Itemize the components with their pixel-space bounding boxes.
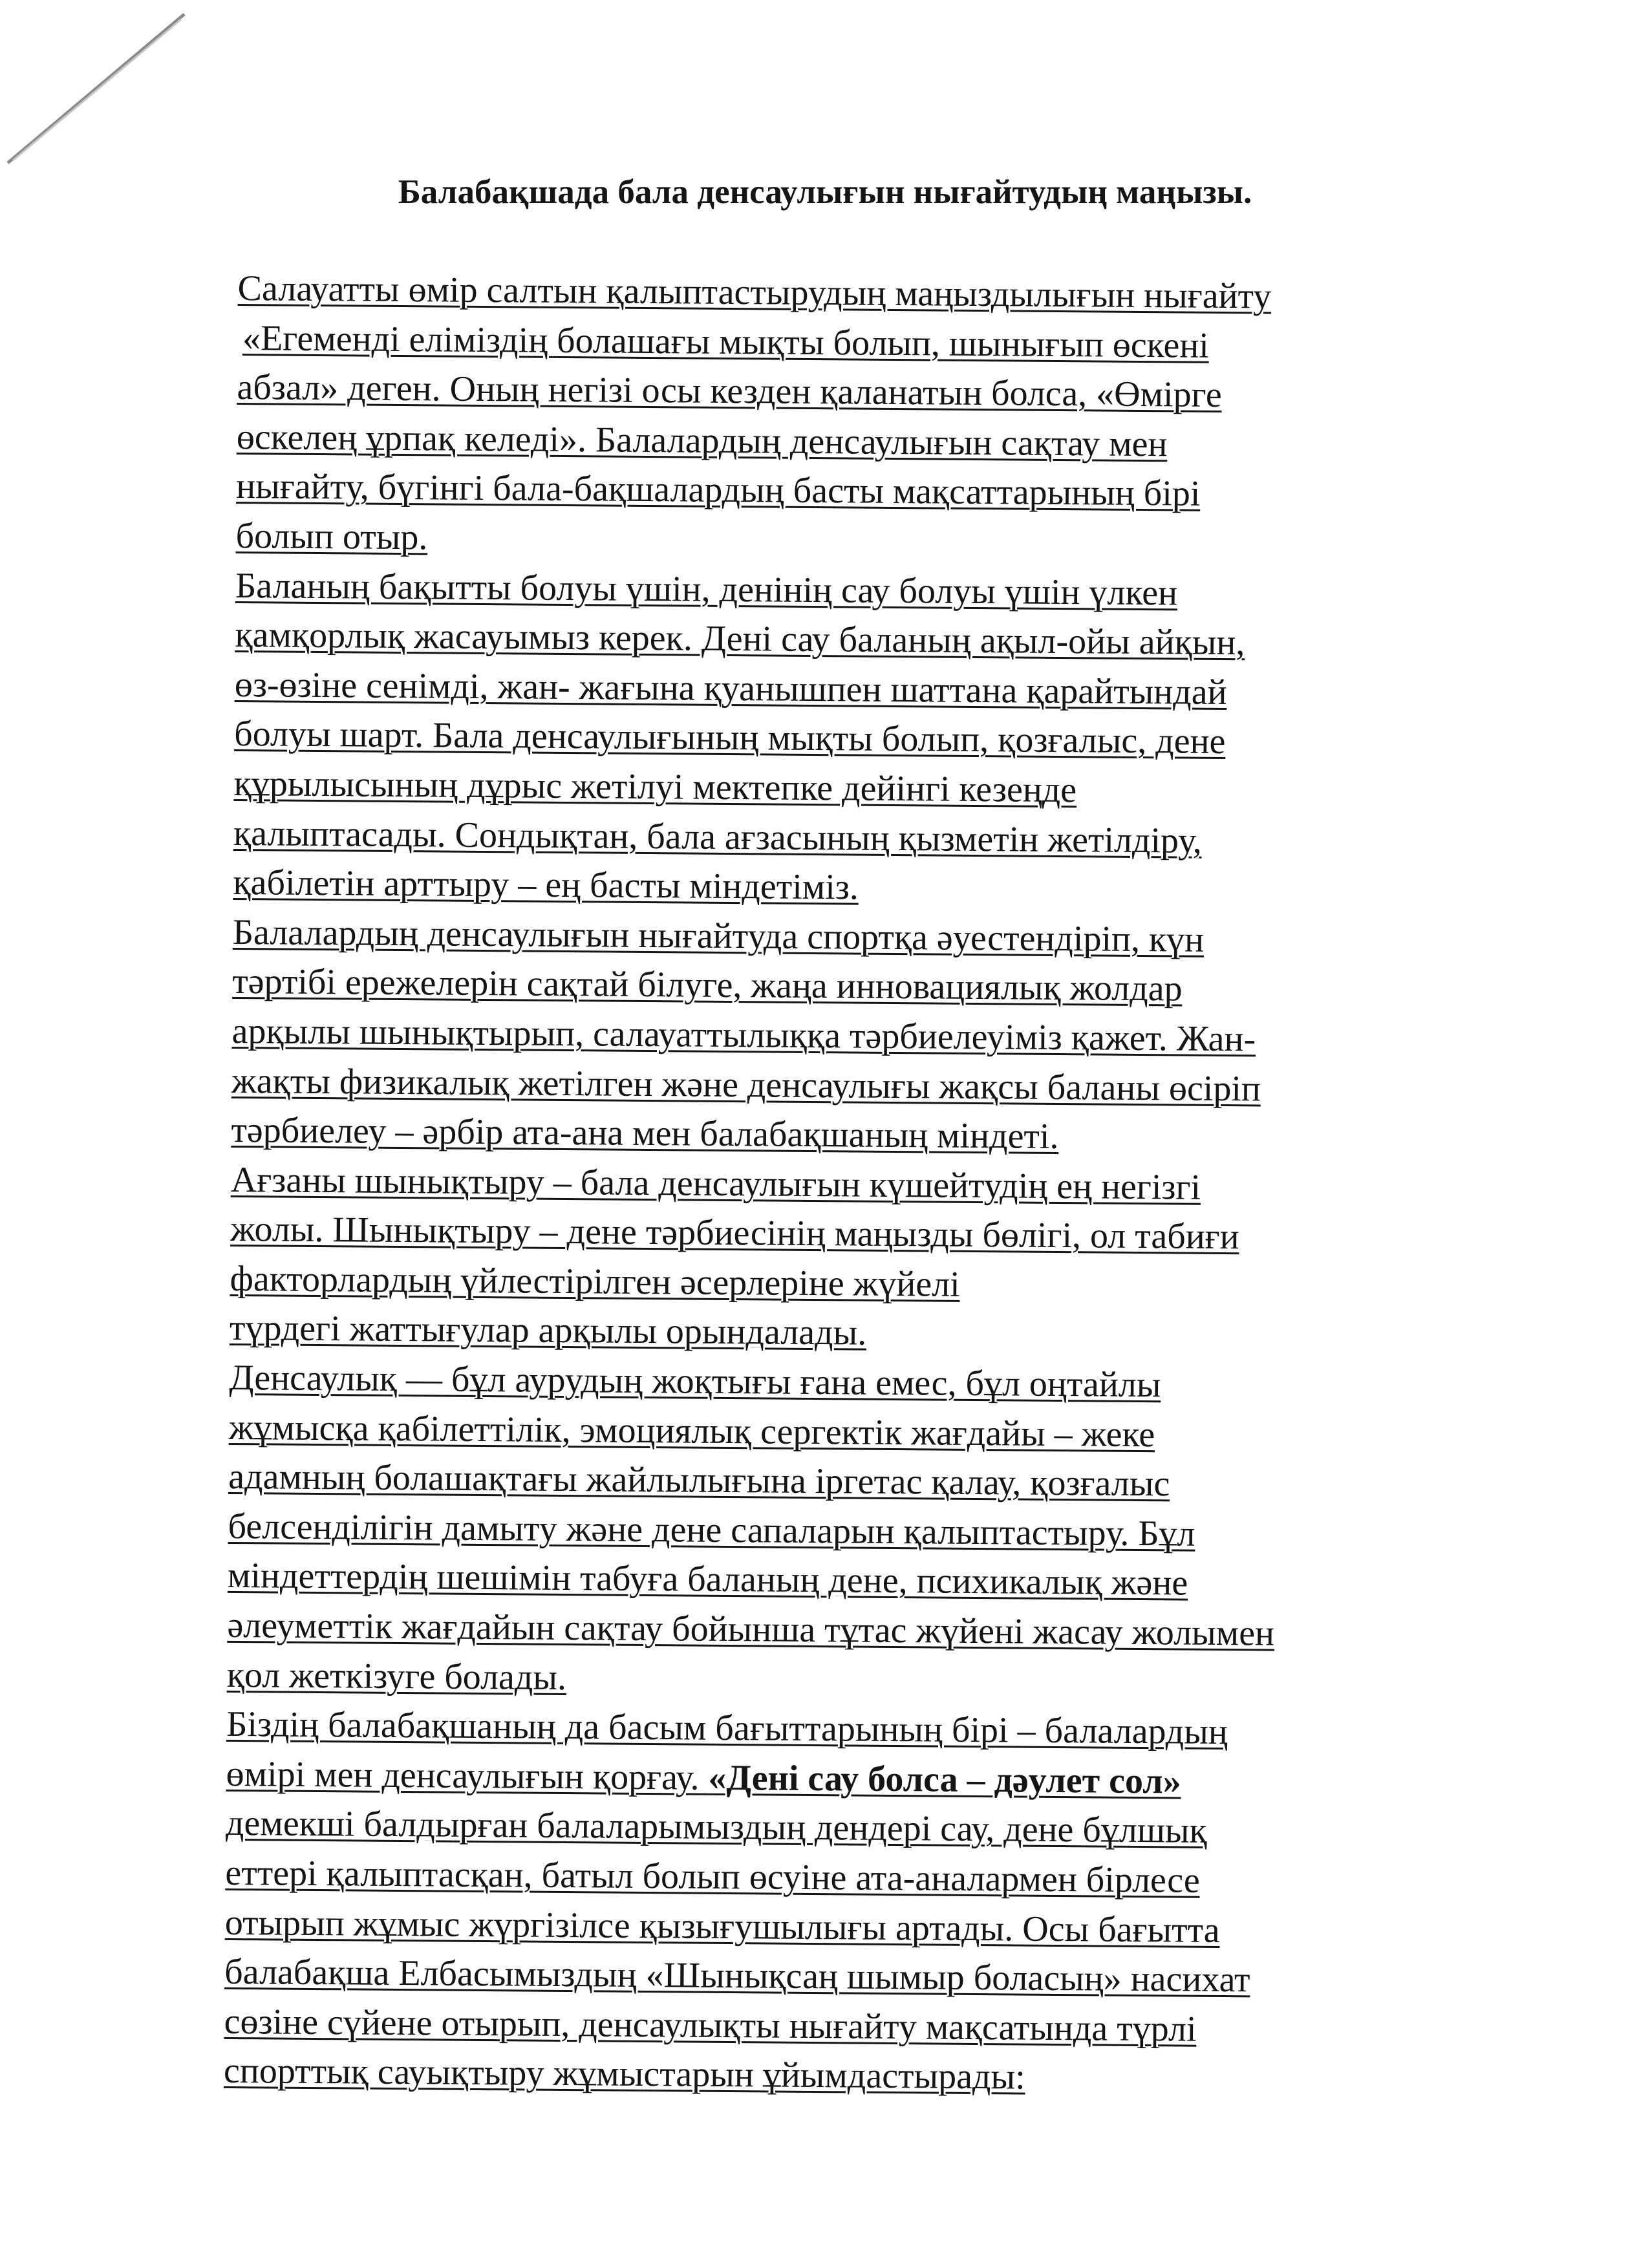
text-line-content: спорттық сауықтыру жұмыстарын ұйымдастырады: xyxy=(223,2051,1025,2098)
text-line-content: жақты физикалық жетілген және денсаулығы жақсы баланы өсіріп xyxy=(231,1060,1261,1109)
text-line-content: түрдегі жаттығулар арқылы орындалады. xyxy=(229,1308,867,1354)
scan-folded-corner xyxy=(0,0,207,181)
text-line-content: еттері қалыптасқан, батыл болып өсуіне ата-аналармен бірлесе xyxy=(225,1852,1200,1901)
text-line-content: арқылы шынықтырып, салауаттылыққа тәрбиелеуіміз қажет. Жан- xyxy=(231,1011,1256,1060)
text-line-content: балабақша Елбасымыздың «Шынықсаң шымыр боласың» насихат xyxy=(224,1952,1250,2000)
text-line-content: отырып жұмыс жүргізілсе қызығушылығы артады. Осы бағытта xyxy=(224,1902,1220,1951)
text-line-content: Ағзаны шынықтыру – бала денсаулығын күшейтудің ең негізгі xyxy=(230,1159,1201,1208)
text-line-content: болып отыр. xyxy=(235,515,428,558)
text-line-content: сөзіне сүйене отырып, денсаулықты нығайту мақсатында түрлі xyxy=(224,2001,1197,2049)
text-line-content: Салауатты өмір салтын қалыптастырудың маңыздылығын нығайту xyxy=(237,268,1272,317)
text-line xyxy=(224,2046,1530,2106)
text-line-content: өмірі мен денсаулығын қорғау. xyxy=(226,1753,709,1798)
text-line-content: факторлардың үйлестірілген әсерлеріне жүйелі xyxy=(230,1258,960,1305)
text-line-content: тәрбиелеу – әрбір ата-ана мен балабақшаның міндеті. xyxy=(231,1110,1059,1157)
text-line-content: Балалардың денсаулығын нығайтуда спортқа әуестендіріп, күн xyxy=(232,912,1205,960)
bold-proverb: «Дені сау болса – дәулет сол» xyxy=(708,1757,1181,1802)
text-line-content: өз-өзіне сенімді, жан- жағына қуанышпен шаттана қарайтындай xyxy=(234,664,1227,712)
text-line-content: әлеуметтік жағдайын сақтау бойынша тұтас жүйені жасау жолымен xyxy=(227,1605,1275,1654)
text-line-content: болуы шарт. Бала денсаулығының мықты болып, қозғалыс, дене xyxy=(234,714,1226,762)
text-line-content: құрылысының дұрыс жетілуі мектепке дейінгі кезеңде xyxy=(233,763,1077,811)
text-line-content: белсенділігін дамыту және дене сапаларын қалыптастыру. Бұл xyxy=(228,1506,1195,1554)
text-line-content: жұмысқа қабілеттілік, эмоциялық сергектік жағдайы – жеке xyxy=(228,1407,1155,1455)
text-line-content: жолы. Шынықтыру – дене тәрбиесінің маңызды бөлігі, ол табиғи xyxy=(230,1209,1239,1257)
document-body xyxy=(224,264,1544,2106)
text-line-content: Баланың бақытты болуы үшін, денінің сау болуы үшін үлкен xyxy=(235,565,1178,613)
text-line-content: адамның болашақтағы жайлылығына іргетас қалау, қозғалыс xyxy=(228,1457,1170,1504)
text-line-content: қамқорлық жасауымыз керек. Дені сау баланың ақыл-ойы айқын, xyxy=(235,615,1245,663)
document-title: Балабақшада бала денсаулығын нығайтудың маңызы. xyxy=(398,173,1252,211)
text-line-content: Денсаулық — бұл аурудың жоқтығы ғана емес, бұл оңтайлы xyxy=(229,1358,1161,1406)
text-line-content: қабілетін арттыру – ең басты міндетіміз. xyxy=(233,862,859,908)
text-line-content: демекші балдырған балаларымыздың дендері сау, дене бұлшық xyxy=(225,1803,1208,1852)
text-line-content: абзал» деген. Оның негізі осы кезден қаланатын болса, «Өмірге xyxy=(237,367,1222,416)
text-line-content: тәртібі ережелерін сақтай білуге, жаңа инновациялық жолдар xyxy=(232,961,1183,1009)
text-line-content: қалыптасады. Сондықтан, бала ағзасының қызметін жетілдіру, xyxy=(233,813,1202,861)
text-line xyxy=(236,462,1543,521)
text-line-content: өскелең ұрпақ келеді». Балалардың денсаулығын сақтау мен xyxy=(236,416,1168,465)
text-line-content: қол жеткізуге болады. xyxy=(226,1654,567,1698)
text-line-content: «Егеменді еліміздің болашағы мықты болып, шынығып өскені xyxy=(242,317,1210,366)
text-line-content: міндеттердің шешімін табуға баланың дене, психикалық және xyxy=(227,1556,1188,1604)
text-line-content: нығайту, бүгінгі бала-бақшалардың басты мақсаттарының бірі xyxy=(236,466,1201,515)
text-line-content: Біздің балабақшаның да басым бағыттарының бірі – балалардың xyxy=(226,1704,1228,1753)
